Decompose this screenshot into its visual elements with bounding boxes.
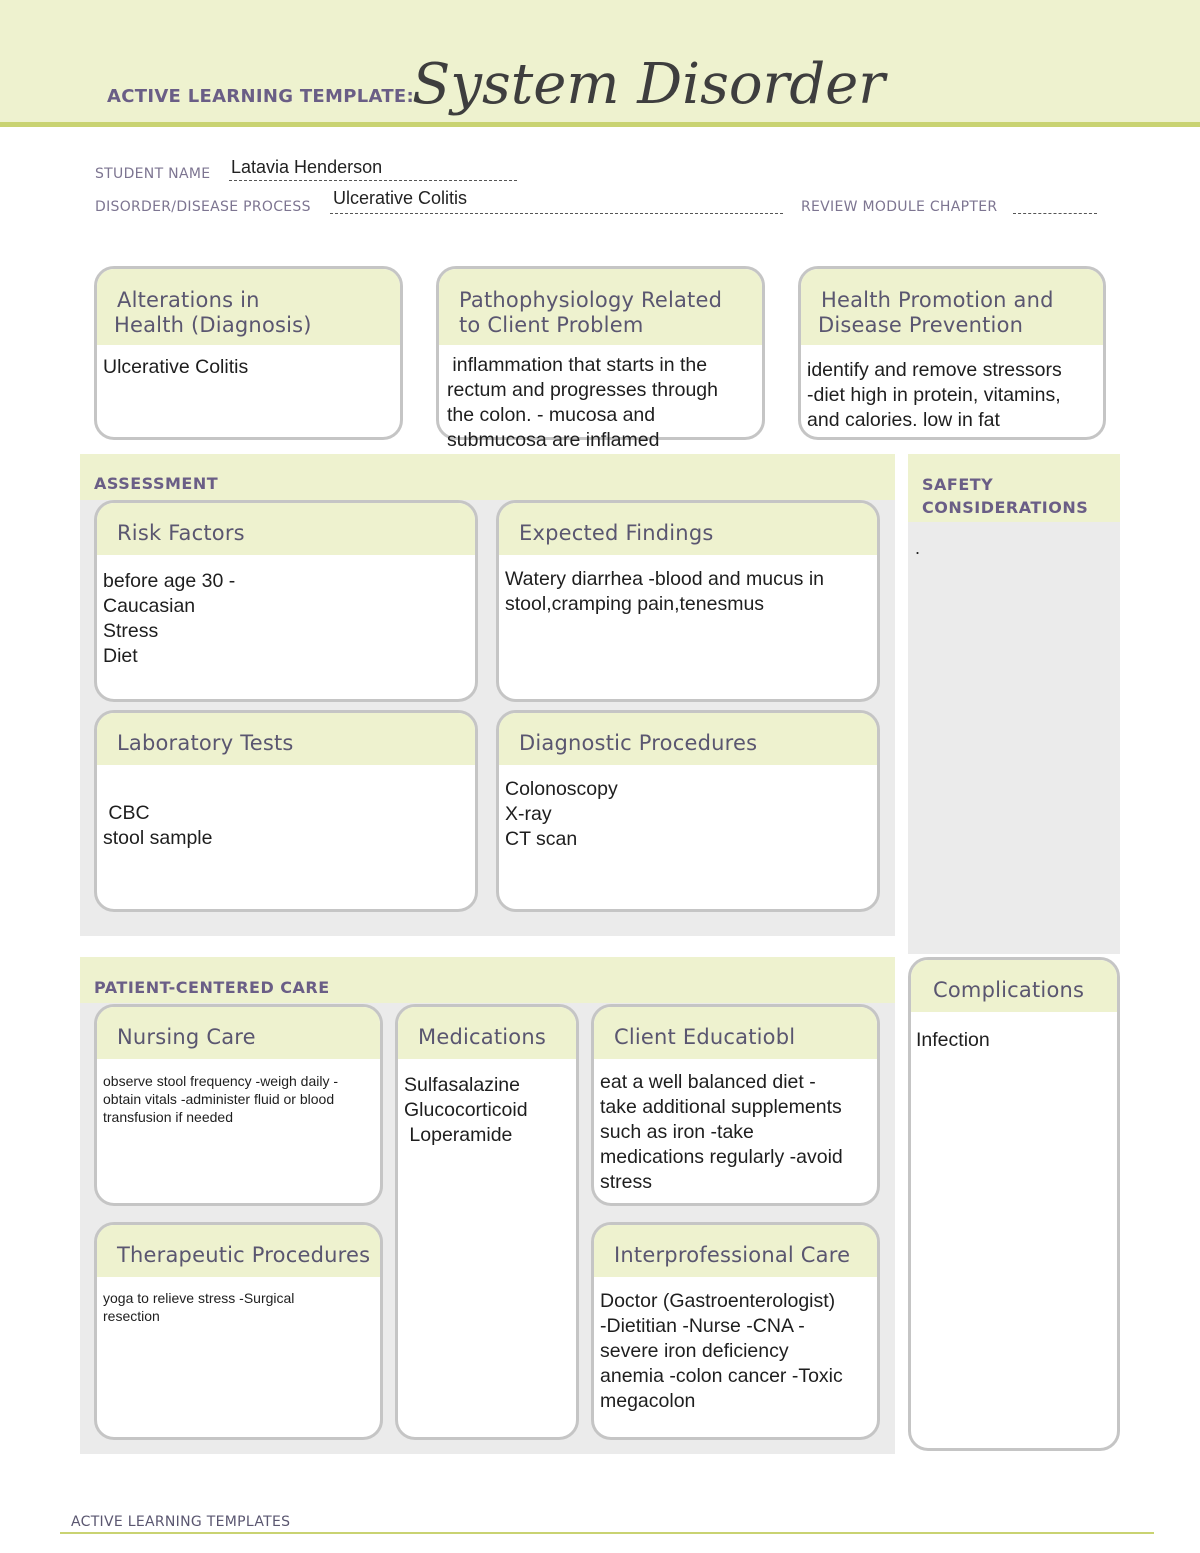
safety-body[interactable]: . xyxy=(915,538,921,558)
client-education-card xyxy=(591,1004,880,1206)
nursing-care-body[interactable]: observe stool frequency -weigh daily - obtain vitals -administer fluid or blood transfusion if needed xyxy=(103,1073,339,1125)
expected-findings-body[interactable]: Watery diarrhea -blood and mucus in stool,cramping pain,tenesmus xyxy=(505,568,825,615)
health-promotion-card-title: Health Promotion and Disease Prevention xyxy=(801,269,1103,345)
pathophysiology-card xyxy=(436,266,765,451)
review-module-label: REVIEW MODULE CHAPTER xyxy=(801,199,998,215)
therapeutic-procedures-body[interactable]: yoga to relieve stress -Surgical resection xyxy=(103,1290,295,1324)
client-education-body[interactable]: eat a well balanced diet - take additional supplements such as iron -take medications regularly -avoid stress xyxy=(600,1071,843,1193)
safety-label: SAFETY CONSIDERATIONS xyxy=(922,475,1089,517)
medications-body[interactable]: Sulfasalazine Glucocorticoid Loperamide xyxy=(404,1074,528,1146)
disorder-label: DISORDER/DISEASE PROCESS xyxy=(95,199,311,215)
nursing-care-card xyxy=(94,1004,383,1206)
complications-title: Complications xyxy=(911,960,1117,1012)
disorder-line xyxy=(330,213,783,214)
alterations-card-title: Alterations in Health (Diagnosis) xyxy=(97,269,400,345)
diagnostic-procedures-title: Diagnostic Procedures xyxy=(499,713,877,765)
expected-findings-card xyxy=(496,500,880,702)
expected-findings-title: Expected Findings xyxy=(499,503,877,555)
laboratory-tests-title: Laboratory Tests xyxy=(97,713,475,765)
footer-divider xyxy=(60,1532,1154,1534)
laboratory-tests-card xyxy=(94,710,478,912)
safety-section xyxy=(908,454,1120,954)
therapeutic-procedures-title: Therapeutic Procedures xyxy=(97,1225,380,1277)
footer-text: ACTIVE LEARNING TEMPLATES xyxy=(71,1514,291,1530)
complications-body[interactable]: Infection xyxy=(916,1029,990,1051)
assessment-label: ASSESSMENT xyxy=(94,474,219,493)
page-title: System Disorder xyxy=(412,52,886,117)
medications-title: Medications xyxy=(398,1007,576,1059)
health-promotion-card xyxy=(798,266,1106,440)
diagnostic-procedures-card xyxy=(496,710,880,912)
alterations-card-body[interactable]: Ulcerative Colitis xyxy=(103,356,249,378)
review-module-field[interactable] xyxy=(1013,213,1097,214)
health-promotion-card-body[interactable]: identify and remove stressors -diet high in protein, vitamins, and calories. low in fat xyxy=(807,359,1062,431)
interprofessional-care-title: Interprofessional Care xyxy=(594,1225,877,1277)
interprofessional-care-card xyxy=(591,1222,880,1440)
pathophysiology-card-body[interactable]: inflammation that starts in the rectum and progresses through the colon. - mucosa and submucosa are inflamed xyxy=(447,354,718,451)
alterations-card xyxy=(94,266,403,440)
medications-card xyxy=(395,1004,579,1440)
pathophysiology-card-title: Pathophysiology Related to Client Problem xyxy=(439,269,762,345)
disorder-field[interactable]: Ulcerative Colitis xyxy=(333,188,468,208)
diagnostic-procedures-body[interactable]: Colonoscopy X-ray CT scan xyxy=(505,778,618,850)
risk-factors-body[interactable]: before age 30 - Caucasian Stress Diet xyxy=(103,570,236,667)
patient-care-label: PATIENT-CENTERED CARE xyxy=(94,978,330,997)
nursing-care-title: Nursing Care xyxy=(97,1007,380,1059)
therapeutic-procedures-card xyxy=(94,1222,383,1440)
student-name-label: STUDENT NAME xyxy=(95,166,211,182)
header-divider xyxy=(0,122,1200,127)
risk-factors-title: Risk Factors xyxy=(97,503,475,555)
client-education-title: Client Educatiobl xyxy=(594,1007,877,1059)
student-name-line xyxy=(229,180,517,181)
risk-factors-card xyxy=(94,500,478,702)
template-label: ACTIVE LEARNING TEMPLATE: xyxy=(107,86,414,107)
laboratory-tests-body[interactable]: CBC stool sample xyxy=(103,802,213,849)
interprofessional-care-body[interactable]: Doctor (Gastroenterologist) -Dietitian -Nurse -CNA - severe iron deficiency anemia -colon cancer -Toxic megacolon xyxy=(600,1290,843,1412)
student-name-field[interactable]: Latavia Henderson xyxy=(231,157,383,177)
complications-card xyxy=(908,957,1120,1451)
